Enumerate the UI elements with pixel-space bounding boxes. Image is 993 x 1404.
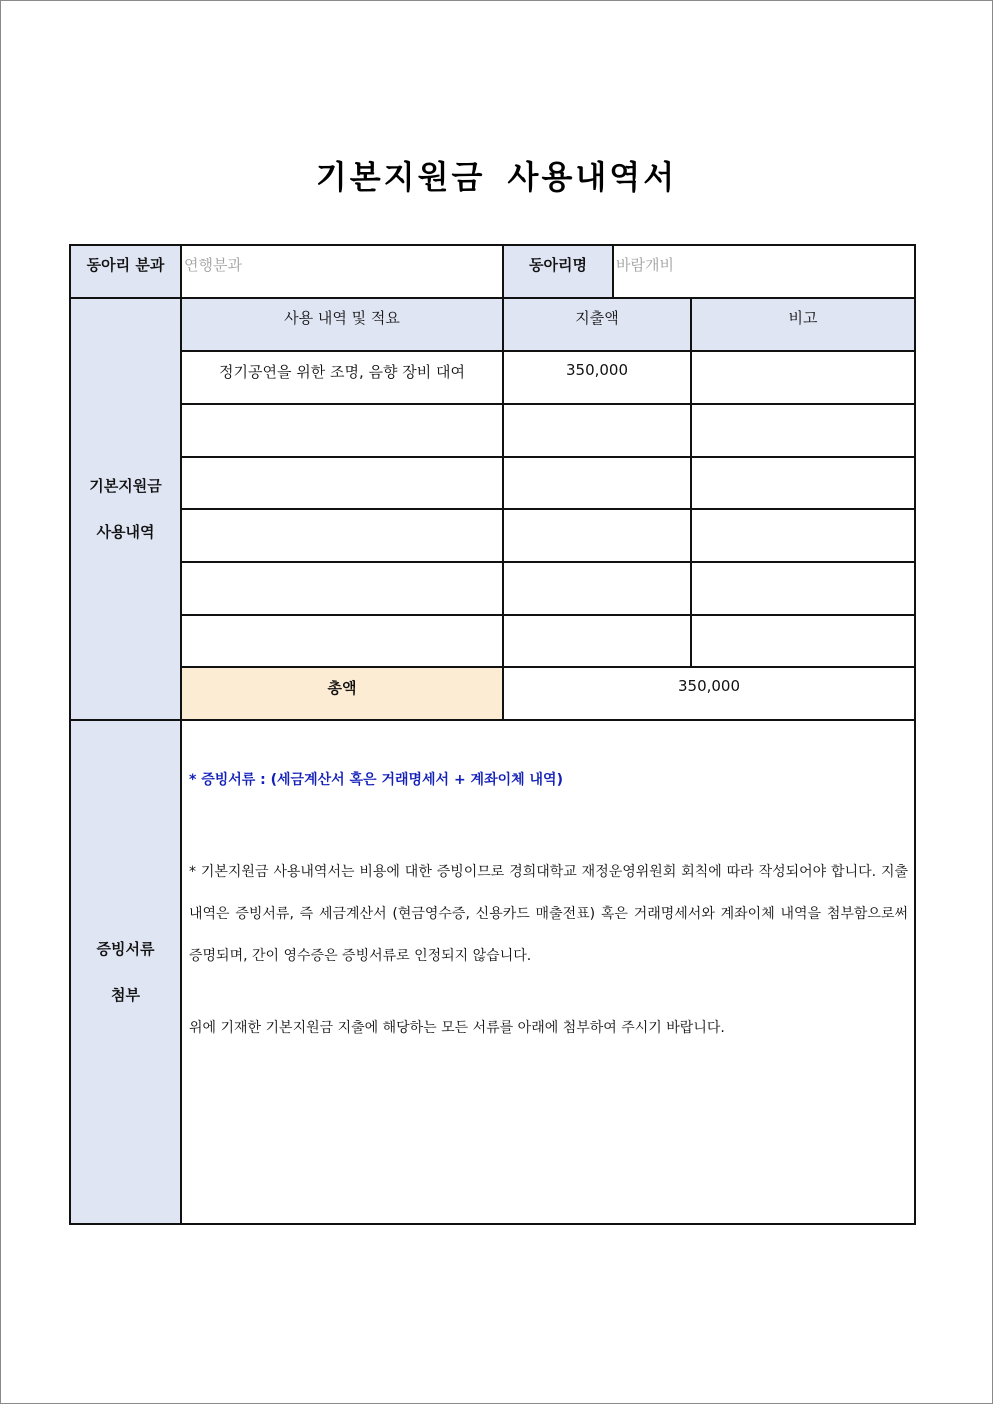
total-label: 총액 <box>181 667 503 720</box>
usage-description-cell[interactable]: 정기공연을 위한 조명, 음향 장비 대여 <box>181 351 503 404</box>
club-name-field[interactable] <box>613 245 915 298</box>
proof-attach-note: 위에 기재한 기본지원금 지출에 해당하는 모든 서류를 아래에 첨부하여 주시기 바랍니다. <box>189 1020 725 1036</box>
usage-row <box>70 351 915 404</box>
usage-section-label-line1: 기본지원금 <box>89 477 162 495</box>
club-info-row <box>70 245 915 298</box>
description-column-header: 사용 내역 및 적요 <box>181 298 503 351</box>
usage-note-cell[interactable] <box>691 351 915 404</box>
usage-amount-cell[interactable] <box>503 509 691 562</box>
proof-section-label <box>70 720 181 1224</box>
club-category-field[interactable]: 연행분과 <box>181 245 503 298</box>
total-row <box>70 667 915 720</box>
expense-report-form <box>69 244 916 1225</box>
usage-row <box>70 457 915 509</box>
usage-row <box>70 509 915 562</box>
total-value: 350,000 <box>503 667 915 720</box>
usage-description-cell[interactable] <box>181 509 503 562</box>
usage-note-cell[interactable] <box>691 562 915 615</box>
usage-note-cell[interactable] <box>691 615 915 667</box>
usage-description-cell[interactable] <box>181 562 503 615</box>
usage-header-row <box>70 298 915 351</box>
proof-instructions: * 기본지원금 사용내역서는 비용에 대한 증빙이므로 경희대학교 재정운영위원회 회칙에 따라 작성되어야 합니다. 지출 내역은 증빙서류, 즉 세금계산서 (현금영수증, 신용카드 매출전표) 혹은 거래명세서와 계좌이체 내역을 첨부함으로써 증명되며, 간이 영수증은 증빙서류로 인정되지 않습니다. <box>189 864 908 964</box>
usage-amount-cell[interactable]: 350,000 <box>503 351 691 404</box>
usage-note-cell[interactable] <box>691 509 915 562</box>
usage-amount-cell[interactable] <box>503 615 691 667</box>
amount-column-header: 지출액 <box>503 298 691 351</box>
usage-row <box>70 615 915 667</box>
proof-section-label-line2: 첨부 <box>111 986 140 1004</box>
proof-attachment-area[interactable] <box>181 720 915 1224</box>
usage-amount-cell[interactable] <box>503 404 691 457</box>
usage-description-cell[interactable] <box>181 404 503 457</box>
usage-amount-cell[interactable] <box>503 457 691 509</box>
proof-section-label-line1: 증빙서류 <box>96 940 155 958</box>
document-title: 기본지원금 사용내역서 <box>315 158 678 196</box>
usage-description-cell[interactable] <box>181 615 503 667</box>
proof-requirement-text: * 증빙서류 : (세금계산서 혹은 거래명세서 + 계좌이체 내역) <box>189 772 563 788</box>
usage-note-cell[interactable] <box>691 457 915 509</box>
usage-section-label <box>70 298 181 720</box>
usage-row <box>70 562 915 615</box>
usage-amount-cell[interactable] <box>503 562 691 615</box>
usage-row <box>70 404 915 457</box>
usage-description-cell[interactable] <box>181 457 503 509</box>
club-category-label: 동아리 분과 <box>70 245 181 298</box>
usage-note-cell[interactable] <box>691 404 915 457</box>
note-column-header: 비고 <box>691 298 915 351</box>
proof-row <box>70 720 915 1224</box>
club-name-label: 동아리명 <box>503 245 613 298</box>
usage-section-label-line2: 사용내역 <box>96 523 155 541</box>
club-name-value: 바람개비 <box>616 256 674 274</box>
